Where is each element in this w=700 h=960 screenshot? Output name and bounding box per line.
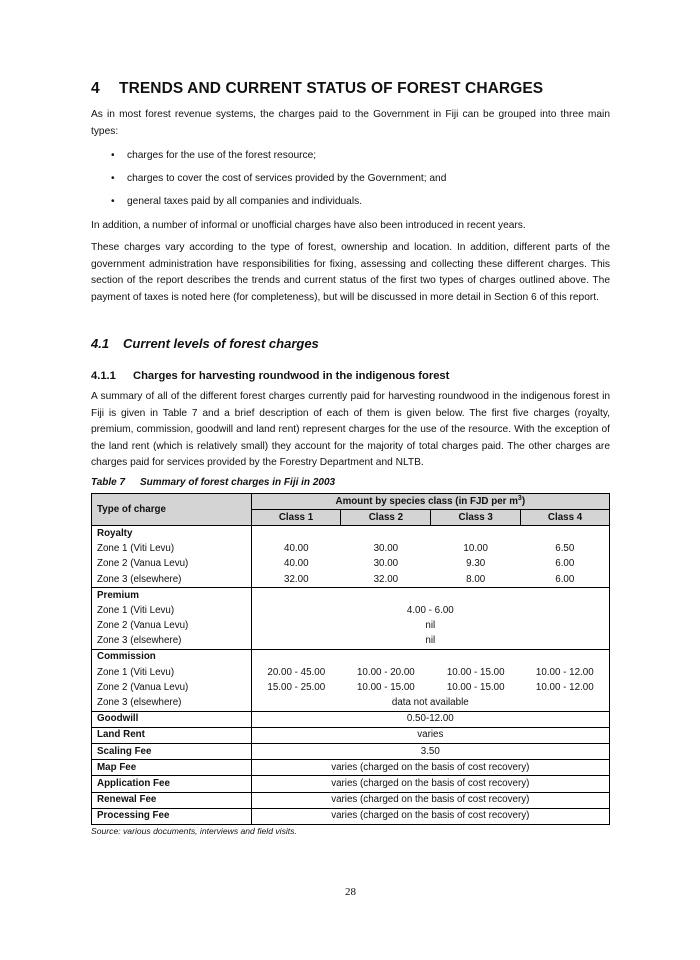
row-label-scaling-fee: Scaling Fee [92,744,252,760]
column-header-type: Type of charge [92,494,252,526]
table-cell: varies [251,727,609,743]
table-header-row [92,494,610,510]
table-row [92,634,610,650]
zone-label: Zone 1 (Viti Levu) [92,542,252,557]
table-cell: 10.00 - 15.00 [446,666,505,678]
table-row [92,619,610,634]
table-row [92,776,610,792]
table-cell: 32.00 [284,573,309,585]
table-row [92,649,610,665]
row-label-land-rent: Land Rent [92,727,252,743]
list-item: • charges for the use of the forest resource; [91,148,610,171]
table-cell: varies (charged on the basis of cost recovery) [251,792,609,808]
table-cell: varies (charged on the basis of cost recovery) [251,760,609,776]
table-row [92,526,610,542]
group-label-commission: Commission [92,649,252,665]
column-header-class-4: Class 4 [521,510,610,526]
table-cell: 3.50 [251,744,609,760]
table-row [92,695,610,711]
column-header-class-1: Class 1 [251,510,341,526]
forest-charges-table [91,493,610,825]
row-label-processing-fee: Processing Fee [92,808,252,824]
table-caption: Table 7 Summary of forest charges in Fiji in 2003 [91,477,336,488]
table-source-note: Source: various documents, interviews and field visits. [91,826,297,836]
table-row [92,542,610,557]
table-row [92,572,610,588]
table-row [92,727,610,743]
table-cell: 4.00 - 6.00 [251,603,609,618]
table-cell: 20.00 - 45.00 [267,666,326,678]
list-item: • general taxes paid by all companies and individuals. [91,194,610,217]
row-label-application-fee: Application Fee [92,776,252,792]
table-row [92,603,610,618]
table-cell: 10.00 [463,543,488,555]
table-cell: 9.30 [466,558,486,570]
table-cell: varies (charged on the basis of cost recovery) [251,808,609,824]
table-cell: 15.00 - 25.00 [267,681,326,693]
zone-label: Zone 1 (Viti Levu) [92,603,252,618]
subsubsection-heading: 4.1.1 Charges for harvesting roundwood in the indigenous forest [91,370,450,382]
table-cell: 30.00 [373,558,399,570]
column-header-amount: Amount by species class (in FJD per $m^3$) [251,494,609,510]
table-cell: varies (charged on the basis of cost recovery) [251,776,609,792]
list-item: • charges to cover the cost of services provided by the Government; and [91,171,610,194]
table-cell: 10.00 - 12.00 [521,665,610,680]
row-label-renewal-fee: Renewal Fee [92,792,252,808]
column-header-class-3: Class 3 [431,510,521,526]
table-cell: 40.00 [284,543,309,555]
section-heading: 4 TRENDS AND CURRENT STATUS OF FOREST CHARGES [91,80,544,97]
variation-paragraph: These charges vary according to the type of forest, ownership and location. In addition, different parts of the government administration have responsibilities for fixing, assessing and collecting these different charges. This section of the report describes the trends and current status of the first two types of charges outlined above. The payment of taxes is noted here (for completeness), but will be discussed in more detail in Section 6 of this report. [91,242,610,303]
table-cell: 10.00 - 15.00 [446,681,505,693]
table-cell: 6.00 [521,572,610,588]
row-label-goodwill: Goodwill [92,711,252,727]
table-cell: 40.00 [284,558,309,570]
addition-paragraph: In addition, a number of informal or unofficial charges have also been introduced in recent years. [91,220,526,231]
table-cell: 10.00 - 20.00 [356,666,415,678]
subsection-heading: 4.1 Current levels of forest charges [91,336,319,351]
table-row [92,808,610,824]
table-cell: 6.50 [521,542,610,557]
intro-paragraph: As in most forest revenue systems, the charges paid to the Government in Fiji can be grouped into three main types: [91,109,610,137]
table-row [92,711,610,727]
group-label-premium: Premium [92,588,252,604]
zone-label: Zone 3 (elsewhere) [92,695,252,711]
table-cell: 32.00 [373,573,399,585]
zone-label: Zone 3 (elsewhere) [92,572,252,588]
zone-label: Zone 2 (Vanua Levu) [92,680,252,695]
table-cell: 10.00 - 12.00 [521,680,610,695]
zone-label: Zone 2 (Vanua Levu) [92,557,252,572]
table-cell: 0.50-12.00 [251,711,609,727]
table-row [92,760,610,776]
zone-label: Zone 3 (elsewhere) [92,634,252,650]
group-label-royalty: Royalty [92,526,252,542]
table-row [92,665,610,680]
table-cell: 30.00 [373,543,399,555]
table-cell: 8.00 [466,573,486,585]
row-label-map-fee: Map Fee [92,760,252,776]
zone-label: Zone 2 (Vanua Levu) [92,619,252,634]
table-cell: nil [251,619,609,634]
table-row [92,588,610,604]
table-cell: data not available [251,695,609,711]
summary-paragraph: A summary of all of the different forest charges currently paid for harvesting roundwood in the indigenous forest in Fiji is given in Table 7 and a brief description of each of them is given below. The first five charges (royalty, premium, commission, goodwill and land rent) represent charges for the use of the resource. With the exception of the land rent (which is relatively small) they account for the majority of total charges paid. The other charges are charges paid for services provided by the Forestry Department and NLTB. [91,391,610,469]
column-header-class-2: Class 2 [341,510,431,526]
table-row [92,744,610,760]
table-row [92,792,610,808]
table-row [92,557,610,572]
table-cell: 10.00 - 15.00 [356,681,415,693]
table-cell: 6.00 [521,557,610,572]
zone-label: Zone 1 (Viti Levu) [92,665,252,680]
charge-types-list [91,148,610,217]
table-cell: nil [251,634,609,650]
page-number: 28 [345,886,356,898]
table-row [92,680,610,695]
